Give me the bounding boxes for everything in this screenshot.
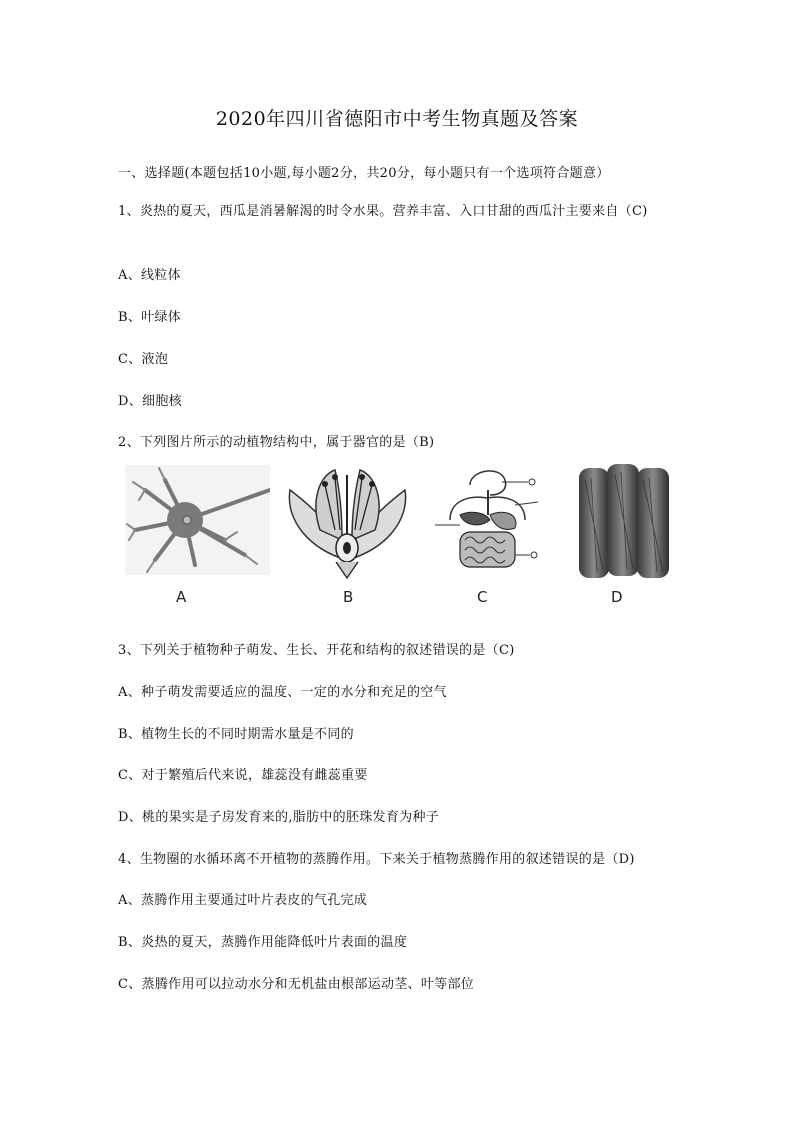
question-4-stem: 4、生物圈的水循环离不开植物的蒸腾作用。下来关于植物蒸腾作用的叙述错误的是（D) [118,852,635,867]
question-1-option-c: C、液泡 [118,352,169,367]
question-3-option-d: D、桃的果实是子房发育来的,脂肪中的胚珠发育为种子 [118,810,440,825]
question-3-stem: 3、下列关于植物种子萌发、生长、开花和结构的叙述错误的是（C) [118,643,515,658]
page-title: 2020年四川省德阳市中考生物真题及答案 [215,108,579,130]
digestive-system-illustration [430,460,545,580]
question-1-option-d: D、细胞核 [118,394,182,409]
question-2-stem: 2、下列图片所示的动植物结构中，属于器官的是（B) [118,435,435,450]
question-2-figure [125,460,675,610]
neuron-illustration [125,460,270,580]
figure-label-c: C [477,588,488,606]
figure-label-d: D [611,588,623,606]
question-4-option-a: A、蒸腾作用主要通过叶片表皮的气孔完成 [118,893,368,908]
question-1-option-b: B、叶绿体 [118,310,182,325]
figure-label-a: A [176,588,187,606]
question-4-option-c: C、蒸腾作用可以拉动水分和无机盐由根部运动茎、叶等部位 [118,977,475,992]
section-heading: 一、选择题(本题包括10小题,每小题2分，共20分，每小题只有一个选项符合题意） [118,166,610,181]
question-3-option-b: B、植物生长的不同时期需水量是不同的 [118,727,354,742]
question-1-stem: 1、炎热的夏天，西瓜是消暑解渴的时令水果。营养丰富、入口甘甜的西瓜汁主要来自（C) [118,204,648,219]
flower-illustration [280,460,415,580]
question-4-option-b: B、炎热的夏天，蒸腾作用能降低叶片表面的温度 [118,935,408,950]
figure-label-b: B [343,588,354,606]
question-1-option-a: A、线粒体 [118,268,181,283]
muscle-tissue-illustration [577,460,672,582]
question-3-option-c: C、对于繁殖后代来说，雄蕊没有雌蕊重要 [118,768,368,783]
question-3-option-a: A、种子萌发需要适应的温度、一定的水分和充足的空气 [118,685,447,700]
